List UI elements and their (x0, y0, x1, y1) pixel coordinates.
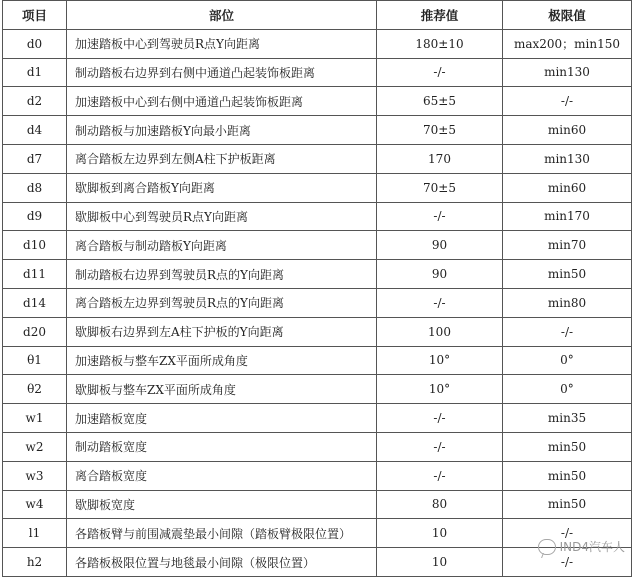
cell-item: h2 (3, 548, 67, 577)
header-recommended: 推荐值 (377, 1, 503, 30)
cell-recommended: -/- (377, 432, 503, 461)
table-row (3, 116, 632, 145)
cell-part: 离合踏板左边界到驾驶员R点的Y向距离 (67, 288, 377, 317)
table-row (3, 29, 632, 58)
cell-recommended: -/- (377, 202, 503, 231)
cell-item: d2 (3, 87, 67, 116)
cell-part: 各踏板极限位置与地毯最小间隙（极限位置） (67, 548, 377, 577)
cell-limit: min50 (503, 432, 632, 461)
cell-item: d7 (3, 144, 67, 173)
cell-part: 歇脚板到离合踏板Y向距离 (67, 173, 377, 202)
table-row (3, 87, 632, 116)
cell-recommended: 170 (377, 144, 503, 173)
cell-part: 各踏板臂与前围减震垫最小间隙（踏板臂极限位置） (67, 519, 377, 548)
table-row (3, 231, 632, 260)
table-row (3, 346, 632, 375)
cell-limit: min60 (503, 173, 632, 202)
table-row (3, 375, 632, 404)
cell-item: d14 (3, 288, 67, 317)
table-row (3, 461, 632, 490)
cell-recommended: 90 (377, 260, 503, 289)
cell-limit: -/- (503, 317, 632, 346)
cell-item: w1 (3, 404, 67, 433)
cell-part: 歇脚板与整车ZX平面所成角度 (67, 375, 377, 404)
cell-recommended: 70±5 (377, 173, 503, 202)
cell-limit: -/- (503, 548, 632, 577)
cell-part: 加速踏板中心到右侧中通道凸起装饰板距离 (67, 87, 377, 116)
cell-part: 加速踏板中心到驾驶员R点Y向距离 (67, 29, 377, 58)
cell-limit: min50 (503, 490, 632, 519)
cell-limit: -/- (503, 87, 632, 116)
table-row (3, 58, 632, 87)
cell-recommended: -/- (377, 461, 503, 490)
cell-limit: min130 (503, 144, 632, 173)
cell-recommended: 70±5 (377, 116, 503, 145)
cell-recommended: 65±5 (377, 87, 503, 116)
cell-recommended: 10° (377, 346, 503, 375)
cell-recommended: 10 (377, 519, 503, 548)
cell-part: 离合踏板宽度 (67, 461, 377, 490)
cell-item: d10 (3, 231, 67, 260)
cell-recommended: 80 (377, 490, 503, 519)
cell-item: θ1 (3, 346, 67, 375)
watermark (538, 538, 625, 555)
cell-item: d8 (3, 173, 67, 202)
cell-part: 离合踏板与制动踏板Y向距离 (67, 231, 377, 260)
cell-limit: min70 (503, 231, 632, 260)
cell-part: 制动踏板与加速踏板Y向最小距离 (67, 116, 377, 145)
cell-limit: min170 (503, 202, 632, 231)
cell-part: 制动踏板右边界到驾驶员R点的Y向距离 (67, 260, 377, 289)
header-limit: 极限值 (503, 1, 632, 30)
cell-recommended: 90 (377, 231, 503, 260)
header-row (3, 1, 632, 30)
table-row (3, 432, 632, 461)
cell-limit: -/- (503, 519, 632, 548)
cell-limit: max200；min150 (503, 29, 632, 58)
cell-limit: 0° (503, 375, 632, 404)
cell-item: w2 (3, 432, 67, 461)
cell-item: d1 (3, 58, 67, 87)
cell-recommended: -/- (377, 288, 503, 317)
table-row (3, 202, 632, 231)
cell-item: d0 (3, 29, 67, 58)
cell-part: 制动踏板宽度 (67, 432, 377, 461)
cell-limit: min130 (503, 58, 632, 87)
table-row (3, 490, 632, 519)
cell-item: l1 (3, 519, 67, 548)
table-row (3, 404, 632, 433)
cell-recommended: -/- (377, 404, 503, 433)
cell-part: 歇脚板中心到驾驶员R点Y向距离 (67, 202, 377, 231)
cell-recommended: -/- (377, 58, 503, 87)
cell-item: d4 (3, 116, 67, 145)
watermark-text: IND4汽车人 (559, 540, 625, 554)
cell-item: d11 (3, 260, 67, 289)
table-body (3, 29, 632, 576)
cell-limit: min50 (503, 461, 632, 490)
cell-limit: min50 (503, 260, 632, 289)
cell-item: d9 (3, 202, 67, 231)
cell-limit: min35 (503, 404, 632, 433)
cell-part: 歇脚板宽度 (67, 490, 377, 519)
cell-limit: min60 (503, 116, 632, 145)
cell-recommended: 180±10 (377, 29, 503, 58)
cell-part: 离合踏板左边界到左侧A柱下护板距离 (67, 144, 377, 173)
table-row (3, 288, 632, 317)
wechat-icon (538, 539, 556, 555)
cell-part: 歇脚板右边界到左A柱下护板的Y向距离 (67, 317, 377, 346)
cell-limit: min80 (503, 288, 632, 317)
cell-part: 制动踏板右边界到右侧中通道凸起装饰板距离 (67, 58, 377, 87)
cell-item: θ2 (3, 375, 67, 404)
cell-part: 加速踏板与整车ZX平面所成角度 (67, 346, 377, 375)
cell-item: d20 (3, 317, 67, 346)
table-header (3, 1, 632, 30)
header-item: 项目 (3, 1, 67, 30)
table-row (3, 173, 632, 202)
table-row (3, 260, 632, 289)
table-row (3, 144, 632, 173)
cell-part: 加速踏板宽度 (67, 404, 377, 433)
header-part: 部位 (67, 1, 377, 30)
cell-recommended: 100 (377, 317, 503, 346)
cell-limit: 0° (503, 346, 632, 375)
cell-recommended: 10° (377, 375, 503, 404)
cell-recommended: 10 (377, 548, 503, 577)
pedal-spec-table (2, 0, 632, 577)
cell-item: w3 (3, 461, 67, 490)
table-row (3, 317, 632, 346)
cell-item: w4 (3, 490, 67, 519)
